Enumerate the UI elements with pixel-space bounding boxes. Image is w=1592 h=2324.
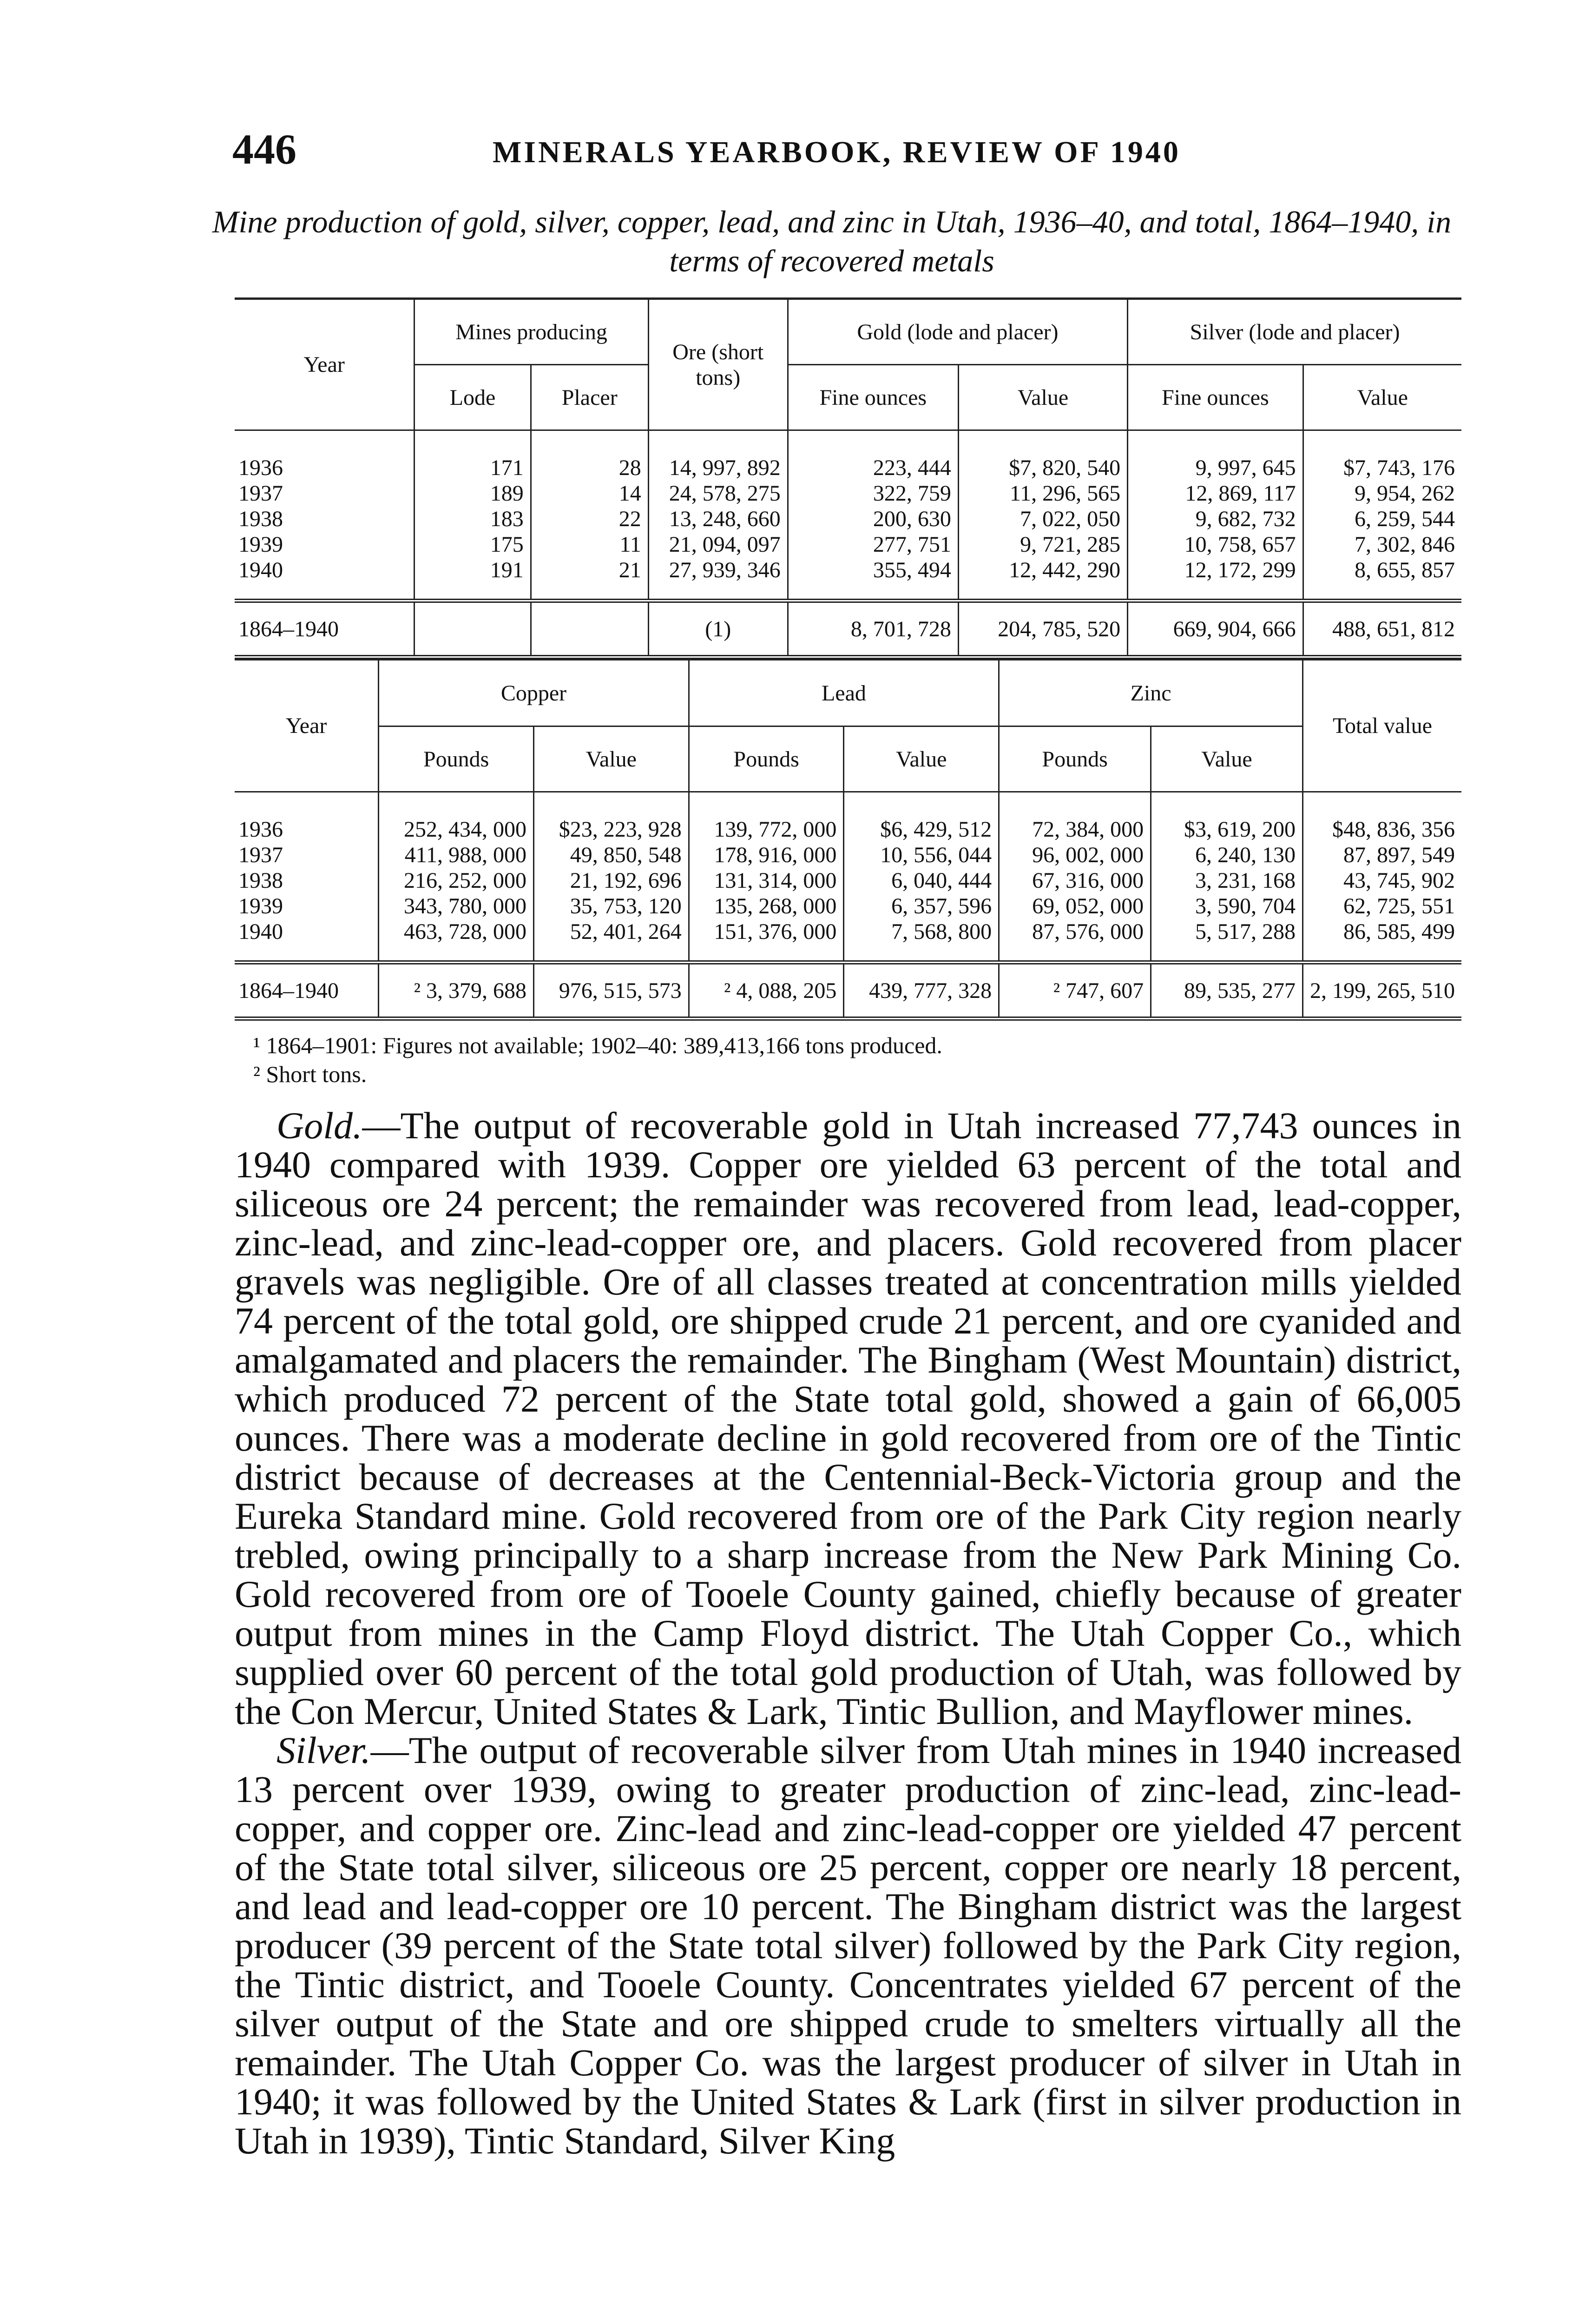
lode-cell: 189 [414, 481, 531, 506]
table-row [235, 868, 1461, 893]
placer-cell: 22 [531, 506, 648, 532]
zinc-pounds-cell: 96, 002, 000 [999, 842, 1151, 868]
silver-paragraph [235, 1731, 1461, 2160]
copper-pounds-cell: 343, 780, 000 [379, 893, 534, 919]
lead-pounds-cell: 178, 916, 000 [689, 842, 844, 868]
gold-ounces-cell: 322, 759 [788, 481, 958, 506]
total-value-cell: 62, 725, 551 [1303, 893, 1461, 919]
zinc-value-header: Value [1151, 726, 1303, 792]
lead-value-cell: $6, 429, 512 [844, 792, 999, 843]
placer-cell: 21 [531, 557, 648, 601]
copper-header: Copper [379, 660, 689, 726]
lode-cell: 175 [414, 532, 531, 557]
lead-pounds-cell: 131, 314, 000 [689, 868, 844, 893]
zinc-pounds-cell: ² 747, 607 [999, 963, 1151, 1019]
gold-ounces-cell: 277, 751 [788, 532, 958, 557]
gold-ounces-cell: 200, 630 [788, 506, 958, 532]
lode-cell: 191 [414, 557, 531, 601]
lode-header: Lode [414, 365, 531, 430]
silver-value-cell: 488, 651, 812 [1303, 601, 1461, 657]
lead-value-cell: 6, 357, 596 [844, 893, 999, 919]
footnotes [253, 1031, 942, 1089]
total-value-cell: 87, 897, 549 [1303, 842, 1461, 868]
year-cell: 1939 [235, 893, 379, 919]
silver-ounces-cell: 12, 869, 117 [1128, 481, 1303, 506]
lead-pounds-cell: ² 4, 088, 205 [689, 963, 844, 1019]
page-number: 446 [232, 125, 296, 173]
table-row [235, 532, 1461, 557]
table-row [235, 893, 1461, 919]
copper-value-header: Value [533, 726, 689, 792]
gold-ounces-cell: 223, 444 [788, 430, 958, 481]
gold-value-cell: 9, 721, 285 [958, 532, 1127, 557]
gold-paragraph-text: —The output of recoverable gold in Utah increased 77,743 ounces in 1940 compared with 1939. Copper ore yielded 63 percent of the total and siliceous ore 24 percent; the remainder was recovered from lead, lead-copper, zinc-lead, and zinc-lead-copper ore, and placers. Gold recovered from placer gravels was negligible. Ore of all classes treated at concentration mills yielded 74 percent of the total gold, ore shipped crude 21 percent, and ore cyanided and amalgamated and placers the remainder. The Bingham (West Mountain) district, which produced 72 percent of the State total gold, showed a gain of 66,005 ounces. There was a moderate decline in gold recovered from ore of the Tintic district because of decreases at the Centennial-Beck-Victoria group and the Eureka Standard mine. Gold recovered from ore of the Park City region nearly trebled, owing principally to a sharp increase from the New Park Mining Co. Gold recovered from ore of Tooele County gained, chiefly because of greater output from mines in the Camp Floyd district. The Utah Copper Co., which supplied over 60 percent of the total gold production of Utah, was followed by the Con Mercur, United States & Lark, Tintic Bullion, and Mayflower mines. [235, 1104, 1461, 1732]
placer-cell: 14 [531, 481, 648, 506]
gold-paragraph [235, 1106, 1461, 1731]
gold-value-cell: 11, 296, 565 [958, 481, 1127, 506]
year-cell: 1940 [235, 557, 414, 601]
year-cell: 1937 [235, 842, 379, 868]
footnote-1: ¹ 1864–1901: Figures not available; 1902–40: 389,413,166 tons produced. [253, 1032, 942, 1058]
total-value-header: Total value [1303, 660, 1461, 792]
gold-silver-table [235, 297, 1461, 659]
placer-cell: 11 [531, 532, 648, 557]
silver-value-cell: 7, 302, 846 [1303, 532, 1461, 557]
gold-run-in-head: Gold. [276, 1104, 362, 1147]
zinc-value-cell: 6, 240, 130 [1151, 842, 1303, 868]
gold-ounces-cell: 355, 494 [788, 557, 958, 601]
silver-ounces-header: Fine ounces [1128, 365, 1303, 430]
gold-ounces-header: Fine ounces [788, 365, 958, 430]
total-row [235, 601, 1461, 657]
gold-ounces-cell: 8, 701, 728 [788, 601, 958, 657]
copper-value-cell: 49, 850, 548 [533, 842, 689, 868]
zinc-value-cell: 3, 231, 168 [1151, 868, 1303, 893]
table-caption: Mine production of gold, silver, copper, lead, and zinc in Utah, 1936–40, and total, 1864–1940, in terms of recovered metals [212, 204, 1452, 278]
zinc-pounds-header: Pounds [999, 726, 1151, 792]
lead-value-cell: 10, 556, 044 [844, 842, 999, 868]
silver-ounces-cell: 12, 172, 299 [1128, 557, 1303, 601]
gold-value-cell: $7, 820, 540 [958, 430, 1127, 481]
year-cell: 1939 [235, 532, 414, 557]
lead-pounds-cell: 151, 376, 000 [689, 919, 844, 963]
placer-header: Placer [531, 365, 648, 430]
copper-pounds-cell: 463, 728, 000 [379, 919, 534, 963]
silver-header: Silver (lode and placer) [1128, 299, 1461, 365]
lode-cell: 183 [414, 506, 531, 532]
silver-ounces-cell: 669, 904, 666 [1128, 601, 1303, 657]
year-cell: 1940 [235, 919, 379, 963]
silver-paragraph-text: —The output of recoverable silver from Utah mines in 1940 increased 13 percent over 1939, owing to greater production of zinc-lead, zinc-lead-copper, and copper ore. Zinc-lead and zinc-lead-copper ore yielded 47 percent of the State total silver, siliceous ore 25 percent, copper ore nearly 18 percent, and lead and lead-copper ore 10 percent. The Bingham district was the largest producer (39 percent of the State total silver) followed by the Park City region, the Tintic district, and Tooele County. Concentrates yielded 67 percent of the silver output of the State and ore shipped crude to smelters virtually all the remainder. The Utah Copper Co. was the largest producer of silver in Utah in 1940; it was followed by the United States & Lark (first in silver production in Utah in 1939), Tintic Standard, Silver King [235, 1729, 1461, 2162]
table-row [235, 557, 1461, 601]
copper-value-cell: 52, 401, 264 [533, 919, 689, 963]
zinc-value-cell: 5, 517, 288 [1151, 919, 1303, 963]
gold-value-cell: 7, 022, 050 [958, 506, 1127, 532]
gold-value-header: Value [958, 365, 1127, 430]
lode-cell: 171 [414, 430, 531, 481]
silver-run-in-head: Silver. [276, 1729, 371, 1771]
year-cell: 1936 [235, 430, 414, 481]
gold-value-cell: 12, 442, 290 [958, 557, 1127, 601]
year-cell: 1938 [235, 868, 379, 893]
ore-cell: 21, 094, 097 [648, 532, 788, 557]
zinc-pounds-cell: 69, 052, 000 [999, 893, 1151, 919]
placer-cell: 28 [531, 430, 648, 481]
lead-pounds-cell: 139, 772, 000 [689, 792, 844, 843]
copper-lead-zinc-table [235, 659, 1461, 1021]
total-value-cell: 2, 199, 265, 510 [1303, 963, 1461, 1019]
footnote-2: ² Short tons. [253, 1061, 367, 1087]
year-cell: 1864–1940 [235, 601, 414, 657]
copper-value-cell: 35, 753, 120 [533, 893, 689, 919]
table-row [235, 430, 1461, 481]
lead-value-cell: 7, 568, 800 [844, 919, 999, 963]
year-cell: 1936 [235, 792, 379, 843]
body-text [235, 1106, 1461, 2160]
zinc-value-cell: $3, 619, 200 [1151, 792, 1303, 843]
table-row [235, 842, 1461, 868]
ore-cell: 24, 578, 275 [648, 481, 788, 506]
year-cell: 1864–1940 [235, 963, 379, 1019]
ore-cell: 27, 939, 346 [648, 557, 788, 601]
table-row [235, 506, 1461, 532]
copper-pounds-cell: ² 3, 379, 688 [379, 963, 534, 1019]
total-value-cell: $48, 836, 356 [1303, 792, 1461, 843]
zinc-value-cell: 89, 535, 277 [1151, 963, 1303, 1019]
copper-value-cell: $23, 223, 928 [533, 792, 689, 843]
lode-cell [414, 601, 531, 657]
copper-value-cell: 21, 192, 696 [533, 868, 689, 893]
lead-value-header: Value [844, 726, 999, 792]
total-value-cell: 86, 585, 499 [1303, 919, 1461, 963]
zinc-value-cell: 3, 590, 704 [1151, 893, 1303, 919]
silver-value-cell: 8, 655, 857 [1303, 557, 1461, 601]
ore-cell: (1) [648, 601, 788, 657]
total-value-cell: 43, 745, 902 [1303, 868, 1461, 893]
year-header: Year [235, 660, 379, 792]
silver-ounces-cell: 9, 997, 645 [1128, 430, 1303, 481]
table-row [235, 919, 1461, 963]
ore-cell: 14, 997, 892 [648, 430, 788, 481]
table-row [235, 481, 1461, 506]
zinc-pounds-cell: 72, 384, 000 [999, 792, 1151, 843]
copper-pounds-cell: 411, 988, 000 [379, 842, 534, 868]
year-cell: 1938 [235, 506, 414, 532]
zinc-pounds-cell: 67, 316, 000 [999, 868, 1151, 893]
mines-producing-header: Mines producing [414, 299, 648, 365]
running-head: MINERALS YEARBOOK, REVIEW OF 1940 [493, 135, 1181, 169]
silver-value-header: Value [1303, 365, 1461, 430]
silver-value-cell: 6, 259, 544 [1303, 506, 1461, 532]
lead-value-cell: 6, 040, 444 [844, 868, 999, 893]
silver-value-cell: 9, 954, 262 [1303, 481, 1461, 506]
zinc-pounds-cell: 87, 576, 000 [999, 919, 1151, 963]
gold-header: Gold (lode and placer) [788, 299, 1127, 365]
year-header: Year [235, 299, 414, 430]
ore-cell: 13, 248, 660 [648, 506, 788, 532]
placer-cell [531, 601, 648, 657]
silver-value-cell: $7, 743, 176 [1303, 430, 1461, 481]
gold-value-cell: 204, 785, 520 [958, 601, 1127, 657]
silver-ounces-cell: 10, 758, 657 [1128, 532, 1303, 557]
copper-pounds-header: Pounds [379, 726, 534, 792]
silver-ounces-cell: 9, 682, 732 [1128, 506, 1303, 532]
copper-pounds-cell: 216, 252, 000 [379, 868, 534, 893]
table-row [235, 792, 1461, 843]
copper-value-cell: 976, 515, 573 [533, 963, 689, 1019]
lead-pounds-header: Pounds [689, 726, 844, 792]
zinc-header: Zinc [999, 660, 1303, 726]
year-cell: 1937 [235, 481, 414, 506]
lead-value-cell: 439, 777, 328 [844, 963, 999, 1019]
lead-pounds-cell: 135, 268, 000 [689, 893, 844, 919]
copper-pounds-cell: 252, 434, 000 [379, 792, 534, 843]
ore-header: Ore (short tons) [648, 299, 788, 430]
lead-header: Lead [689, 660, 999, 726]
total-row [235, 963, 1461, 1019]
